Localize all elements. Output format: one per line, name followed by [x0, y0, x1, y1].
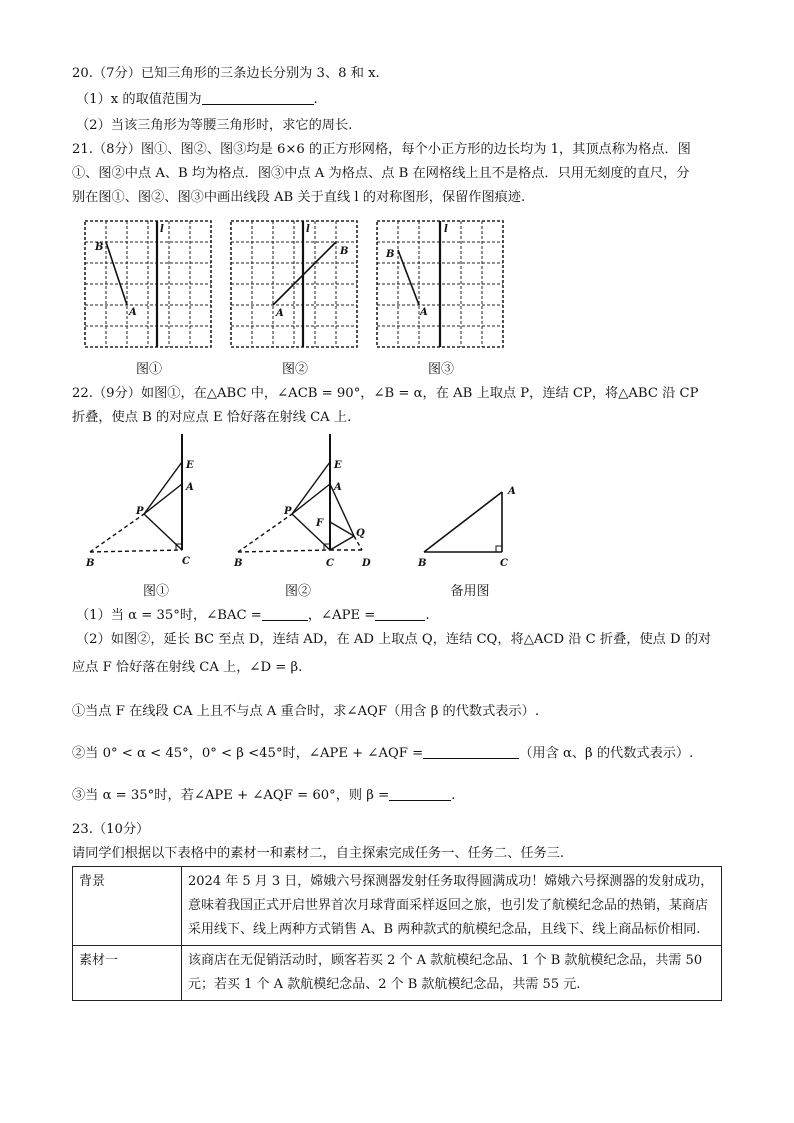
q22-sub2-b: （用含 α、β 的代数式表示）.: [519, 746, 694, 761]
label-a: A: [129, 307, 137, 318]
q21-line3: 别在图①、图②、图③中画出线段 AB 关于直线 l 的对称图形，保留作图痕迹.: [72, 190, 526, 205]
q22-sub3-blank[interactable]: [389, 786, 451, 801]
segment-ab: [273, 242, 336, 305]
label-p: P: [136, 506, 144, 517]
label-b: B: [95, 242, 104, 253]
q20-part1-end: .: [313, 92, 318, 107]
q22-line2: 折叠，使点 B 的对应点 E 恰好落在射线 CA 上.: [72, 410, 352, 425]
label-a: A: [276, 308, 284, 319]
label-f: F: [316, 518, 324, 529]
caption-fig2: 图②: [281, 362, 308, 377]
caption-q22-fig2: 图②: [284, 584, 311, 599]
label-l: l: [444, 224, 448, 235]
label-e: E: [186, 460, 194, 471]
label-l: l: [160, 224, 164, 235]
label-a: A: [420, 307, 428, 318]
caption-q22-backup: 备用图: [450, 584, 490, 599]
label-a: A: [334, 482, 342, 493]
label-b: B: [418, 558, 427, 569]
triangle-figure-backup: [414, 480, 524, 572]
label-a: A: [508, 486, 516, 497]
table-row: [73, 867, 722, 946]
segment-ab: [106, 242, 127, 305]
triangle-figure-1: [80, 432, 200, 572]
caption-fig1: 图①: [135, 362, 162, 377]
label-l: l: [306, 224, 310, 235]
q22-sub3-b: .: [451, 788, 456, 803]
label-c: C: [182, 556, 190, 567]
q22-sub2: [72, 744, 693, 764]
grid-figure-2: [230, 220, 360, 348]
label-d: D: [362, 558, 371, 569]
q22-ape-blank[interactable]: [375, 606, 425, 621]
q23-intro: 请同学们根据以下表格中的素材一和素材二，自主探索完成任务一、任务二、任务三.: [72, 846, 565, 861]
label-c: C: [326, 558, 334, 569]
table-row: [73, 946, 722, 1001]
q22-bac-blank[interactable]: [262, 606, 308, 621]
grid-figure-3: [376, 220, 506, 348]
label-b: B: [86, 558, 95, 569]
q22-part2-line1: （2）如图②，延长 BC 至点 D，连结 AD，在 AD 上取点 Q，连结 CQ，将△ACD 沿 C 折叠，使点 D 的对: [76, 632, 712, 647]
q22-sub3-a: ③当 α = 35°时，若∠APE + ∠AQF = 60°，则 β =: [72, 788, 390, 803]
q20-part1-text: （1）x 的取值范围为: [76, 92, 202, 107]
q22-part1-a: （1）当 α = 35°时，∠BAC =: [76, 608, 262, 623]
q21-line1: 21.（8分）图①、图②、图③均是 6×6 的正方形网格，每个小正方形的边长均为 1，其顶点称为格点．图: [72, 142, 691, 157]
label-q: Q: [356, 528, 365, 539]
q23-stem: 23.（10分）: [72, 822, 150, 837]
label-a: A: [186, 482, 194, 493]
q22-sub1: ①当点 F 在线段 CA 上且不与点 A 重合时，求∠AQF（用含 β 的代数式表示）.: [72, 704, 540, 719]
q22-line1: 22.（9分）如图①，在△ABC 中，∠ACB = 90°，∠B = α，在 AB 上取点 P，连结 CP，将△ABC 沿 CP: [72, 386, 699, 401]
q22-part1-b: ，∠APE =: [307, 608, 376, 623]
q22-part1: [76, 606, 430, 626]
segment-ab: [398, 250, 419, 305]
caption-fig3: 图③: [427, 362, 454, 377]
label-b: B: [340, 246, 349, 257]
q20-answer-blank[interactable]: [202, 90, 314, 105]
label-b: B: [234, 558, 243, 569]
row-body-background: 2024 年 5 月 3 日，嫦娥六号探测器发射任务取得圆满成功！嫦娥六号探测器的发射成功，意味着我国正式开启世界首次月球背面采样返回之旅，也引发了航模纪念品的热销，某商店采用线下、线上两种方式销售 A、B 两种款式的航模纪念品，且线下、线上商品标价相同.: [182, 867, 722, 946]
q20-stem: 20.（7分）已知三角形的三条边长分别为 3、8 和 x.: [72, 66, 380, 81]
grid-figure-1: [84, 220, 214, 348]
q20-part1: [76, 90, 318, 110]
caption-q22-fig1: 图①: [142, 584, 169, 599]
row-head-background: 背景: [73, 867, 182, 946]
q21-line2: ①、图②中点 A、B 均为格点．图③中点 A 为格点、点 B 在网格线上且不是格点．只用无刻度的直尺，分: [72, 166, 690, 181]
q22-sub3: [72, 786, 455, 806]
q20-part2: （2）当该三角形为等腰三角形时，求它的周长.: [76, 118, 353, 133]
q22-part1-c: .: [425, 608, 430, 623]
label-e: E: [334, 460, 342, 471]
row-body-material1: 该商店在无促销活动时，顾客若买 2 个 A 款航模纪念品、1 个 B 款航模纪念品，共需 50 元；若买 1 个 A 款航模纪念品、2 个 B 款航模纪念品，共需 55 元.: [182, 946, 722, 1001]
label-b: B: [386, 249, 395, 260]
q22-sub2-a: ②当 0° < α < 45°，0° < β <45°时，∠APE + ∠AQF =: [72, 746, 424, 761]
label-c: C: [500, 558, 508, 569]
q22-sub2-blank[interactable]: [423, 744, 519, 759]
q22-part2-line2: 应点 F 恰好落在射线 CA 上，∠D = β.: [72, 660, 303, 675]
label-p: P: [284, 506, 292, 517]
materials-table: [72, 866, 722, 1001]
triangle-figure-2: [228, 432, 378, 572]
row-head-material1: 素材一: [73, 946, 182, 1001]
